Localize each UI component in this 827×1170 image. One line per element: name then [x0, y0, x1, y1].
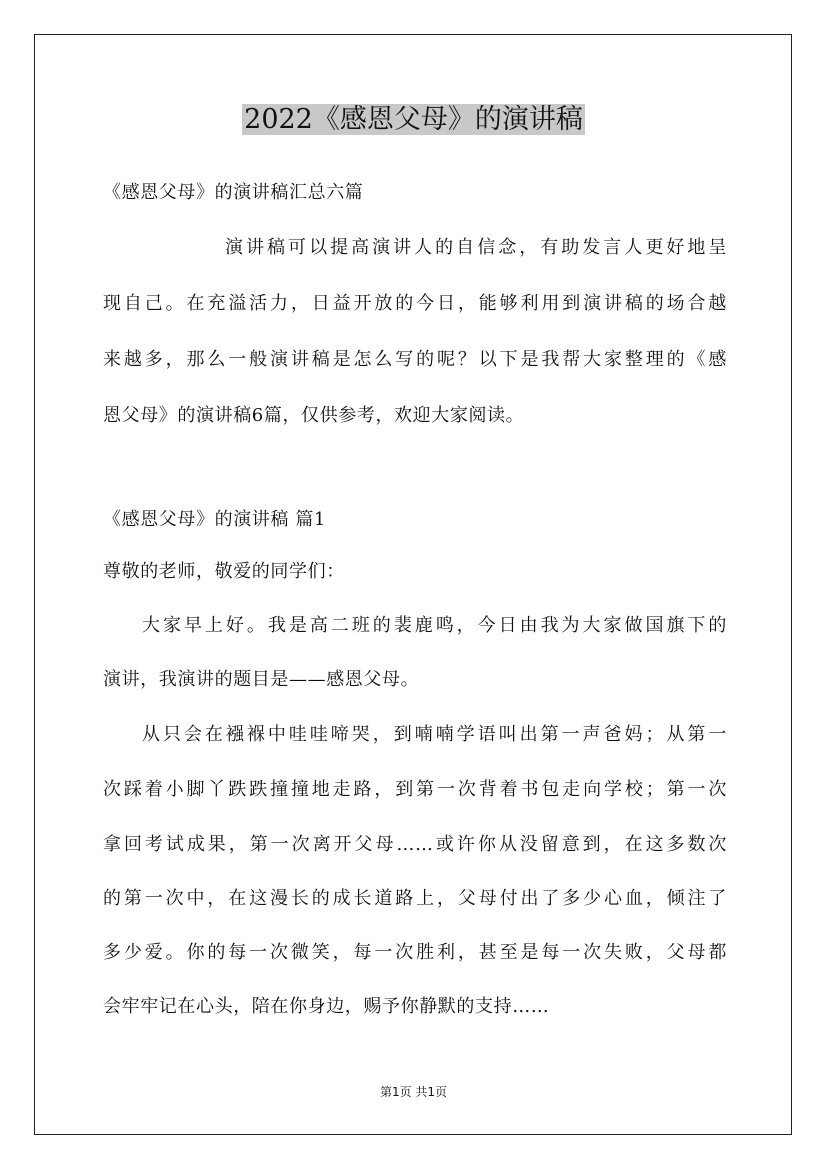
document-subtitle: 《感恩父母》的演讲稿汇总六篇 — [103, 182, 364, 203]
page-footer: 第1页 共1页 — [379, 1085, 448, 1099]
document-title — [0, 100, 827, 140]
intro-line-4: 恩父母》的演讲稿6篇，仅供参考，欢迎大家阅读。 — [103, 405, 525, 426]
paragraph2-line-2: 次踩着小脚丫跌跌撞撞地走路，到第一次背着书包走向学校；第一次 — [103, 779, 727, 800]
title-text: 2022《感恩父母》的演讲稿 — [244, 104, 583, 135]
paragraph2-line-6: 会牢牢记在心头，陪在你身边，赐予你静默的支持…… — [103, 996, 550, 1017]
section-heading: 《感恩父母》的演讲稿 篇1 — [103, 509, 326, 530]
intro-line-2: 现自己。在充溢活力，日益开放的今日，能够利用到演讲稿的场合越 — [103, 293, 727, 314]
paragraph1-line-2: 演讲，我演讲的题目是——感恩父母。 — [103, 669, 420, 690]
paragraph2-line-4: 的第一次中，在这漫长的成长道路上，父母付出了多少心血，倾注了 — [103, 888, 727, 909]
paragraph2-line-3: 拿回考试成果，第一次离开父母……或许你从没留意到，在这多数次 — [103, 834, 727, 855]
paragraph1-line-1: 大家早上好。我是高二班的裴鹿鸣，今日由我为大家做国旗下的 — [142, 615, 727, 636]
paragraph2-line-5: 多少爱。你的每一次微笑，每一次胜利，甚至是每一次失败，父母都 — [103, 942, 727, 963]
salutation: 尊敬的老师，敬爱的同学们： — [103, 561, 345, 582]
intro-line-1: 演讲稿可以提高演讲人的自信念，有助发言人更好地呈 — [225, 237, 727, 258]
intro-line-3: 来越多，那么一般演讲稿是怎么写的呢？以下是我帮大家整理的《感 — [103, 349, 727, 370]
paragraph2-line-1: 从只会在襁褓中哇哇啼哭，到喃喃学语叫出第一声爸妈；从第一 — [142, 724, 727, 745]
